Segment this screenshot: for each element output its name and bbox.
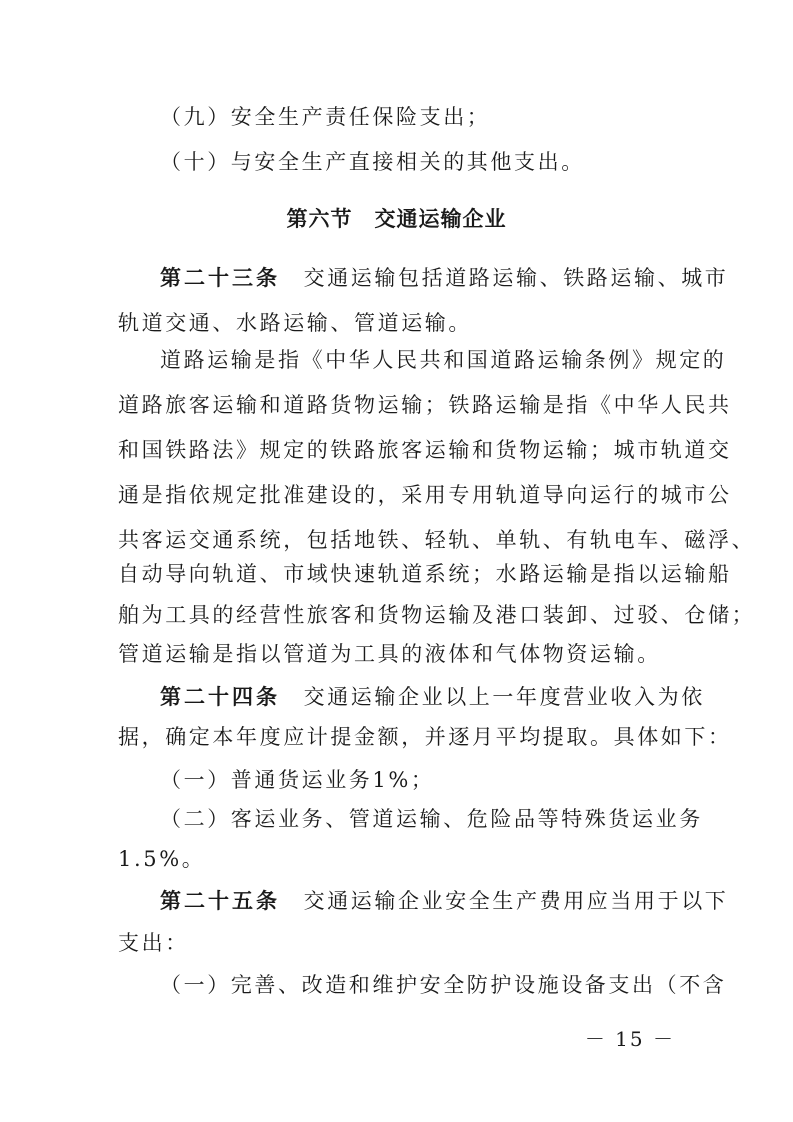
paragraph-line-1: 道路运输是指《中华人民共和国道路运输条例》规定的 — [160, 348, 727, 372]
section-title: 第六节 交通运输企业 — [286, 207, 507, 231]
list-item-9: （九）安全生产责任保险支出； — [160, 105, 491, 129]
article-25-item-1: （一）完善、改造和维护安全防护设施设备支出（不含 — [160, 973, 727, 997]
article-25-text: 交通运输企业安全生产费用应当用于以下 — [280, 889, 729, 913]
paragraph-line-8: 管道运输是指以管道为工具的液体和气体物资运输。 — [118, 642, 661, 666]
article-24-first-line — [160, 683, 705, 711]
article-24-item-2-line-2: 1.5%。 — [118, 847, 206, 871]
paragraph-line-6: 自动导向轨道、市域快速轨道系统；水路运输是指以运输船 — [118, 562, 732, 586]
paragraph-line-3: 和国铁路法》规定的铁路旅客运输和货物运输；城市轨道交 — [118, 438, 732, 462]
paragraph-line-4: 通是指依规定批准建设的，采用专用轨道导向运行的城市公 — [118, 483, 732, 507]
article-23-first-line — [160, 264, 729, 292]
paragraph-line-2: 道路旅客运输和道路货物运输；铁路运输是指《中华人民共 — [118, 393, 732, 417]
list-item-10: （十）与安全生产直接相关的其他支出。 — [160, 150, 585, 174]
article-24-text: 交通运输企业以上一年度营业收入为依 — [280, 685, 705, 709]
article-24-label: 第二十四条 — [160, 685, 280, 709]
article-25-label: 第二十五条 — [160, 889, 280, 913]
article-25-line-2: 支出： — [118, 931, 189, 955]
article-23-line-2: 轨道交通、水路运输、管道运输。 — [118, 311, 472, 335]
article-23-text: 交通运输包括道路运输、铁路运输、城市 — [280, 266, 729, 290]
article-24-line-2: 据，确定本年度应计提金额，并逐月平均提取。具体如下： — [118, 725, 732, 749]
paragraph-line-5: 共客运交通系统，包括地铁、轻轨、单轨、有轨电车、磁浮、 — [118, 528, 756, 552]
article-23-label: 第二十三条 — [160, 266, 280, 290]
page-number: － 15 － — [584, 1027, 675, 1051]
article-25-first-line — [160, 887, 729, 915]
article-24-item-1: （一）普通货运业务1%； — [160, 768, 435, 792]
paragraph-line-7: 舶为工具的经营性旅客和货物运输及港口装卸、过驳、仓储； — [118, 603, 756, 627]
article-24-item-2: （二）客运业务、管道运输、危险品等特殊货运业务 — [160, 807, 703, 831]
